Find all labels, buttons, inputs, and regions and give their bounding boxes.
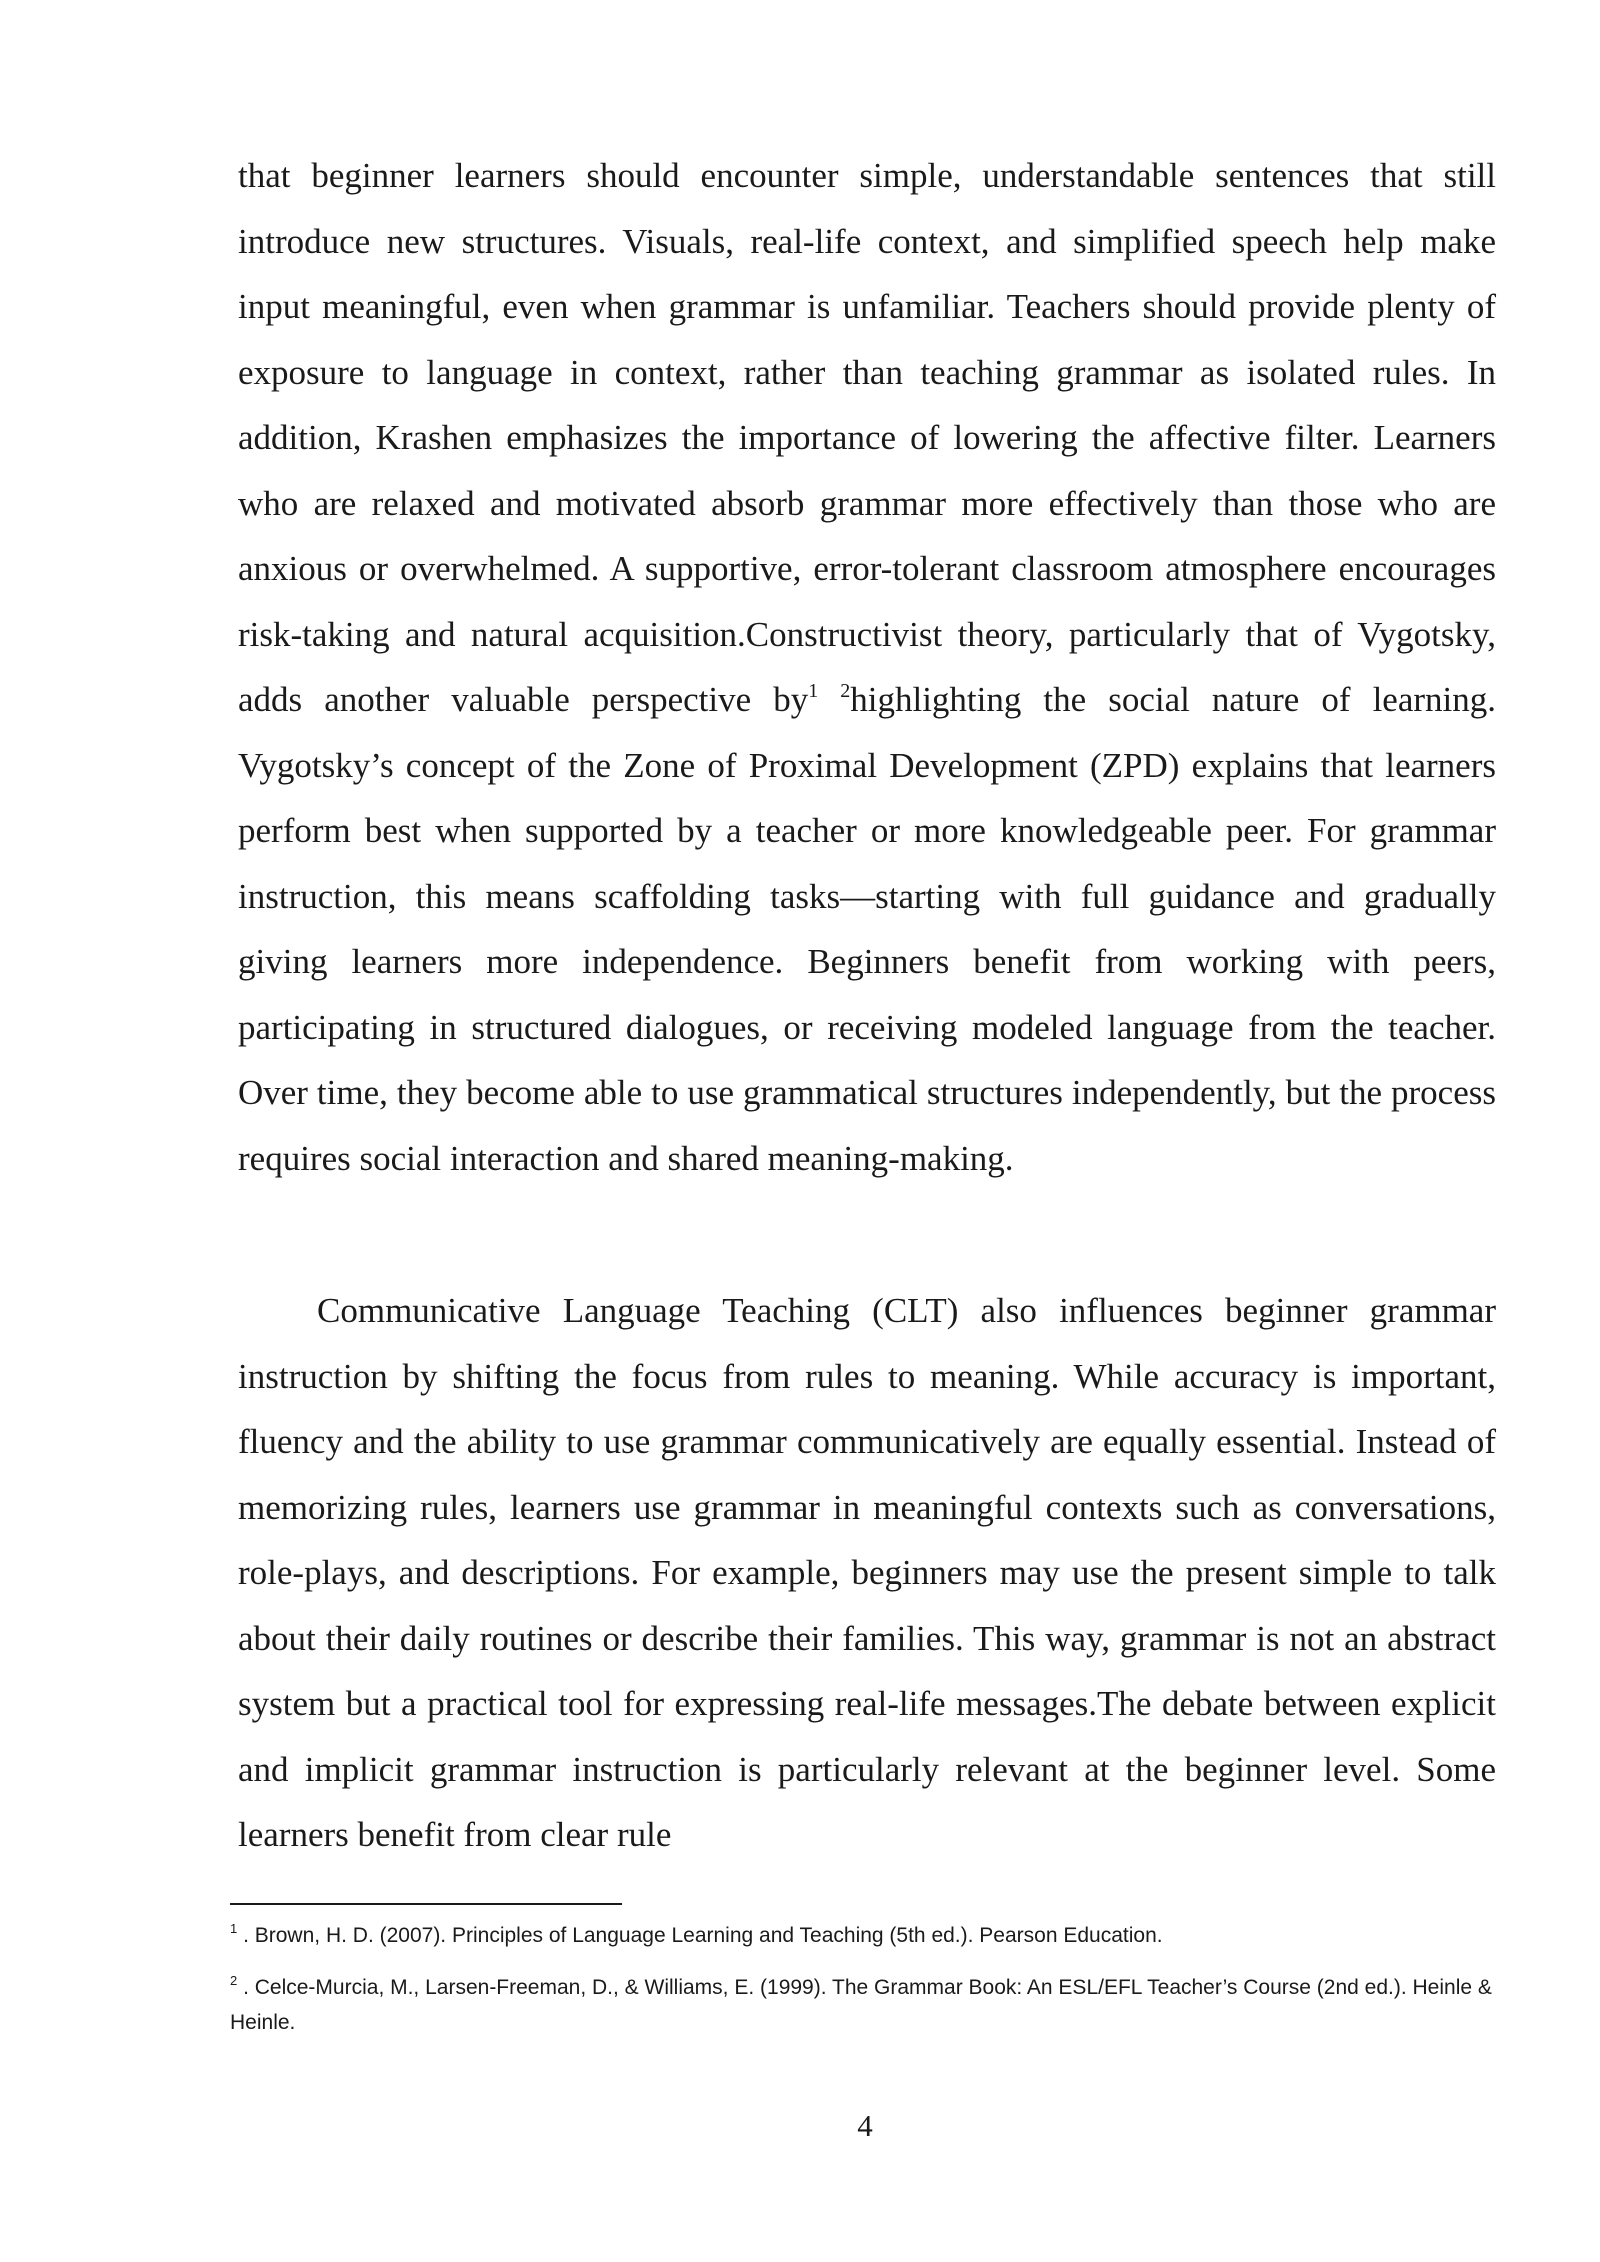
paragraph-text: Communicative Language Teaching (CLT) also influences beginner grammar instruction by shifting the focus from rules to meaning. While accuracy is important, fluency and the ability to use grammar communicatively are equally essential. Instead of memorizing rules, learners use grammar in meaningful contexts such as conversations, role-plays, and descriptions. For example, beginners may use the present simple to talk about their daily routines or describe their families. This way, grammar is not an abstract system but a practical tool for expressing real-life messages.The debate between explicit and implicit grammar instruction is particularly relevant at the beginner level. Some learners benefit from clear rule bbox=[238, 1291, 1496, 1854]
page-number: 4 bbox=[857, 2108, 873, 2143]
paragraph-text-after-footnotes: highlighting the social nature of learning. Vygotsky’s concept of the Zone of Proximal Development (ZPD) explains that learners perform best when supported by a teacher or more knowledgeable peer. For grammar instruction, this means scaffolding tasks—starting with full guidance and gradually giving learners more independence. Beginners benefit from working with peers, participating in structured dialogues, or receiving modeled language from the teacher. Over time, they become able to use grammatical structures independently, but the process requires social interaction and shared meaning-making. bbox=[238, 680, 1497, 1178]
footnote-reference-1[interactable]: 1 bbox=[808, 680, 819, 702]
body-paragraph-2 bbox=[238, 1278, 1496, 1868]
footnote-reference-2[interactable]: 2 bbox=[840, 680, 851, 702]
footnote-separator bbox=[230, 1903, 622, 1905]
footnote-text: . Celce-Murcia, M., Larsen-Freeman, D., & Williams, E. (1999). The Grammar Book: An ESL/EFL Teacher’s Course (2nd ed.). Heinle & Heinle. bbox=[230, 1976, 1492, 2034]
footnotes-section bbox=[230, 1918, 1500, 2057]
paragraph-text bbox=[238, 143, 1496, 1191]
footnote-2 bbox=[230, 1970, 1500, 2040]
paragraph-text-before-footnotes: that beginner learners should encounter simple, understandable sentences that still introduce new structures. Visuals, real-life context, and simplified speech help make input meaningful, even when grammar is unfamiliar. Teachers should provide plenty of exposure to language in context, rather than teaching grammar as isolated rules. In addition, Krashen emphasizes the importance of lowering the affective filter. Learners who are relaxed and motivated absorb grammar more effectively than those who are anxious or overwhelmed. A supportive, error-tolerant classroom atmosphere encourages risk-taking and natural acquisition.Constructivist theory, particularly that of Vygotsky, adds another valuable perspective by bbox=[238, 156, 1496, 719]
body-paragraph-1 bbox=[238, 143, 1496, 1191]
footnote-text: . Brown, H. D. (2007). Principles of Language Learning and Teaching (5th ed.). Pearson Education. bbox=[243, 1924, 1163, 1947]
footnote-1 bbox=[230, 1918, 1500, 1953]
footnote-marker: 2 bbox=[230, 1973, 238, 1988]
footnote-marker: 1 bbox=[230, 1921, 238, 1936]
